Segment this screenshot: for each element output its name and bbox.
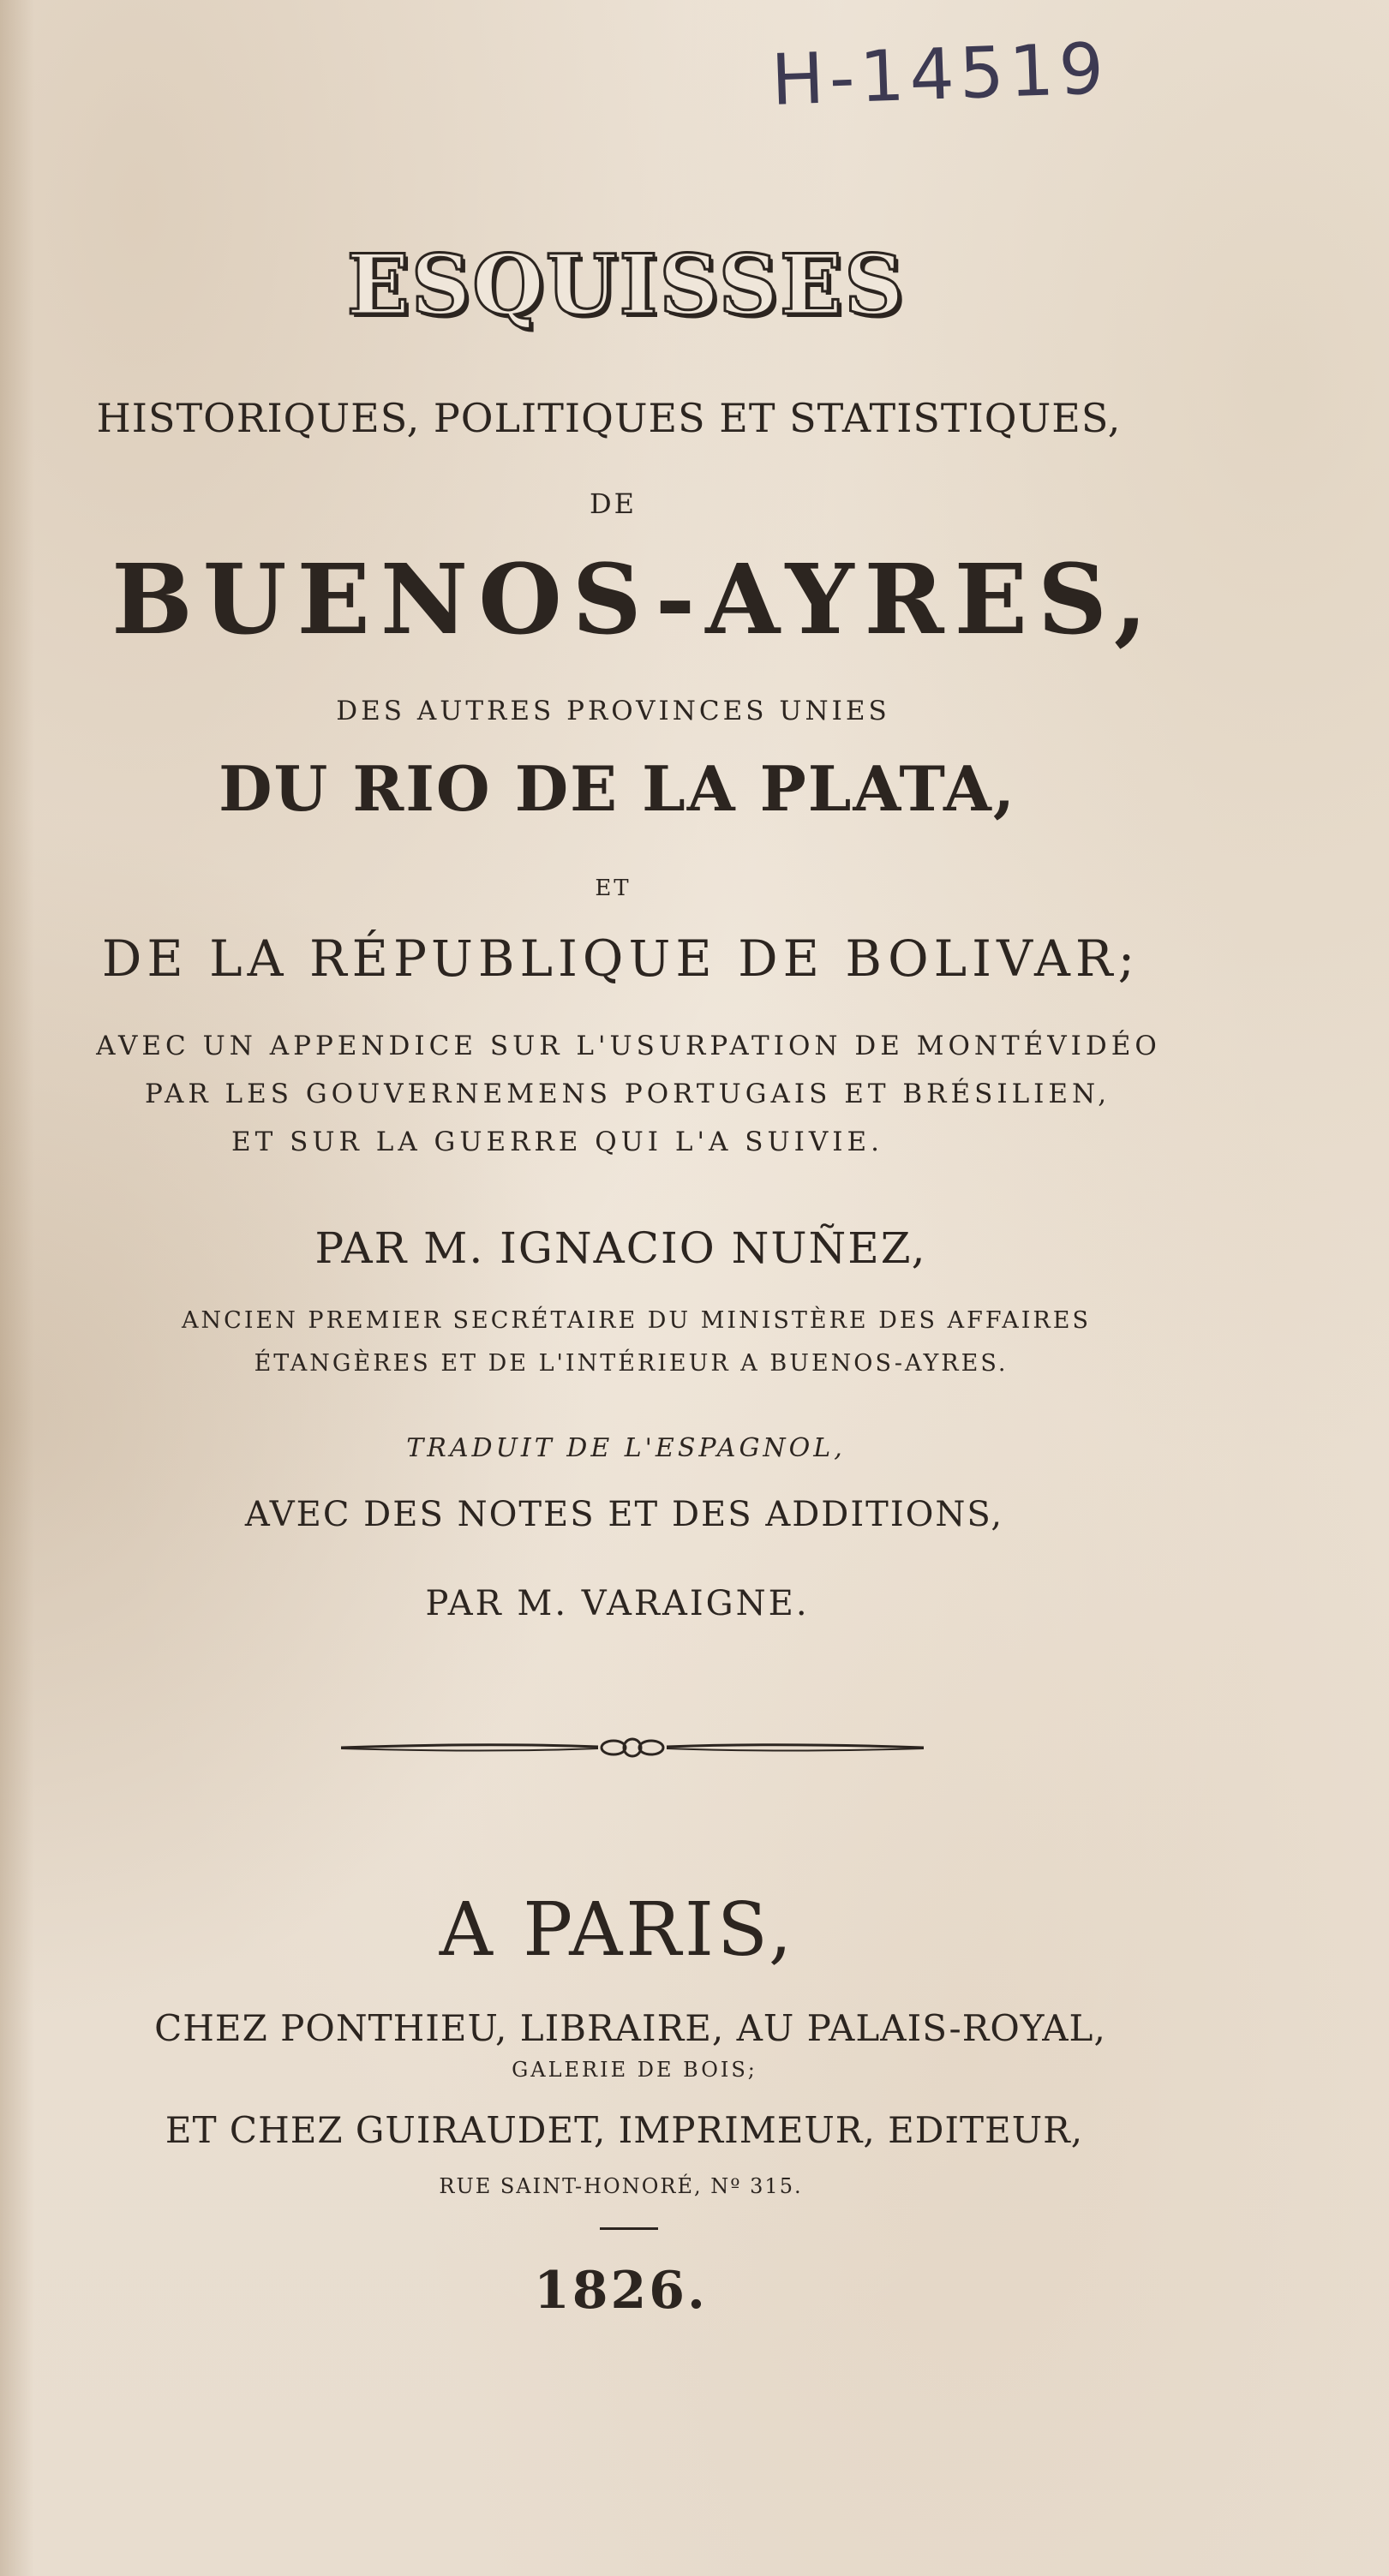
title-place-bolivar: DE LA RÉPUBLIQUE DE BOLIVAR; — [101, 929, 1141, 988]
translation-additions: AVEC DES NOTES ET DES ADDITIONS, — [244, 1495, 1004, 1534]
imprint-address-1: GALERIE DE BOIS; — [512, 2058, 757, 2082]
title-et: ET — [595, 876, 632, 901]
handwritten-shelfmark: H-14519 — [769, 28, 1111, 122]
title-des-autres: DES AUTRES PROVINCES UNIES — [336, 696, 890, 726]
appendix-line-2: PAR LES GOUVERNEMENS PORTUGAIS ET BRÉSILIEN, — [144, 1079, 1111, 1109]
imprint-publisher-1: CHEZ PONTHIEU, LIBRAIRE, AU PALAIS-ROYAL, — [154, 2007, 1106, 2049]
title-de: DE — [589, 487, 637, 520]
author-role-1: ANCIEN PREMIER SECRÉTAIRE DU MINISTÈRE DES AFFAIRES — [182, 1307, 1091, 1334]
imprint-year: 1826. — [534, 2261, 708, 2321]
title-subtitle: HISTORIQUES, POLITIQUES ET STATISTIQUES, — [96, 395, 1122, 441]
ornamental-rule-icon — [341, 1730, 924, 1765]
title-place-buenos-ayres: BUENOS-AYRES, — [111, 544, 1158, 656]
author-byline: PAR M. IGNACIO NUÑEZ, — [314, 1223, 927, 1273]
appendix-line-3: ET SUR LA GUERRE QUI L'A SUIVIE. — [231, 1127, 883, 1157]
title-place-rio-de-la-plata: DU RIO DE LA PLATA, — [219, 752, 1016, 825]
divider — [600, 2227, 658, 2230]
imprint-address-2: RUE SAINT-HONORÉ, Nº 315. — [439, 2174, 803, 2198]
imprint-city: A PARIS, — [439, 1887, 796, 1973]
imprint-publisher-2: ET CHEZ GUIRAUDET, IMPRIMEUR, EDITEUR, — [165, 2109, 1084, 2151]
translation-note: TRADUIT DE L'ESPAGNOL, — [406, 1433, 846, 1463]
translator-byline: PAR M. VARAIGNE. — [425, 1584, 810, 1623]
author-role-2: ÉTANGÈRES ET DE L'INTÉRIEUR A BUENOS-AYRES. — [254, 1350, 1009, 1377]
appendix-line-1: AVEC UN APPENDICE SUR L'USURPATION DE MONTÉVIDÉO — [96, 1031, 1161, 1061]
title-main: ESQUISSES — [346, 236, 906, 333]
